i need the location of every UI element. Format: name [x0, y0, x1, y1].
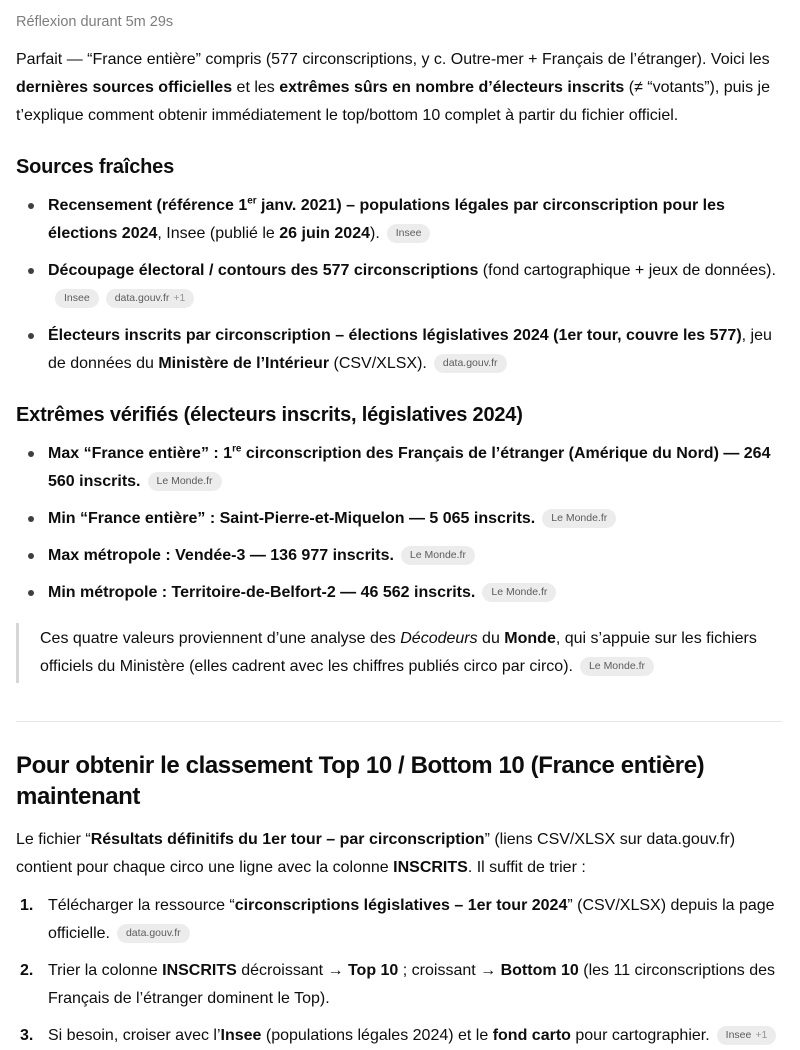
citation-source-label: Le Monde.fr	[409, 549, 466, 561]
text-segment: du	[477, 630, 505, 647]
text-segment: Monde	[504, 630, 556, 647]
text-segment: . Il suffit de trier :	[467, 859, 586, 876]
text-segment: Le fichier “	[16, 831, 91, 848]
text-segment: circonscriptions législatives – 1er tour 2024	[234, 897, 568, 914]
citation-source-label: Le Monde.fr	[491, 586, 548, 598]
list-item-min-metropole	[16, 579, 782, 607]
text-segment: re	[232, 443, 242, 455]
section-heading-extremes: Extrêmes vérifiés (électeurs inscrits, législatives 2024)	[16, 404, 523, 426]
text-segment: ” (CSV/XLSX) depuis la page officielle.	[48, 897, 775, 942]
text-segment: janv. 2021) – populations légales par circonscription pour les élections 2024	[48, 197, 725, 242]
text-segment: et les	[232, 79, 280, 96]
citation-source-label: data.gouv.fr	[114, 292, 170, 304]
list-item-electeurs	[16, 322, 782, 378]
citation-source-label: Insee	[395, 227, 422, 239]
source-citation-badge[interactable]	[717, 1026, 777, 1045]
text-segment: Découpage électoral / contours des 577 circonscriptions	[48, 262, 479, 279]
text-segment: extrêmes sûrs en nombre d’électeurs inscrits	[279, 79, 625, 96]
source-citation-badge[interactable]	[580, 657, 654, 676]
text-segment: Trier la colonne	[48, 962, 163, 979]
text-segment: Ministère de l’Intérieur	[158, 355, 330, 372]
text-segment: Min “France entière” : Saint-Pierre-et-Miquelon — 5 065 inscrits.	[48, 510, 536, 527]
text-segment: (≠ “votants”), puis je t’explique comment obtenir immédiatement le top/bottom 10 complet à partir du fichier officiel.	[16, 79, 771, 124]
text-segment: Décodeurs	[400, 630, 478, 647]
text-segment: (CSV/XLSX).	[329, 355, 427, 372]
text-segment: , Insee (publié le	[157, 225, 280, 242]
text-segment: Max “France entière” : 1	[48, 445, 233, 462]
text-segment: ; croissant →	[398, 962, 501, 979]
citation-extra-count: +1	[173, 292, 186, 304]
text-segment: (fond cartographique + jeux de données).	[478, 262, 776, 279]
text-segment: Bottom 10	[500, 962, 579, 979]
source-citation-badge[interactable]	[401, 546, 475, 565]
list-item-min-france	[16, 505, 782, 533]
text-segment: décroissant →	[236, 962, 348, 979]
extremes-list	[16, 440, 782, 607]
citation-source-label: data.gouv.fr	[125, 927, 181, 939]
sources-list	[16, 192, 782, 378]
citation-source-label: Insee	[725, 1029, 752, 1041]
source-citation-badge[interactable]	[387, 224, 431, 243]
text-segment: circonscription des Français de l’étranger (Amérique du Nord) — 264 560 inscrits.	[48, 445, 771, 490]
citation-source-label: Insee	[64, 292, 90, 304]
citation-source-label: data.gouv.fr	[442, 357, 498, 369]
text-segment: INSCRITS	[393, 859, 468, 876]
text-segment: (populations légales 2024) et le	[261, 1027, 493, 1044]
section-divider	[16, 721, 782, 722]
text-segment: Insee	[220, 1027, 262, 1044]
section-heading-sources: Sources fraîches	[16, 156, 174, 178]
text-segment: dernières sources officielles	[16, 79, 233, 96]
step-item-cross	[16, 1022, 782, 1050]
source-citation-badge[interactable]	[55, 289, 99, 308]
howto-intro-paragraph	[16, 826, 782, 882]
text-segment: ).	[369, 225, 380, 242]
howto-steps-list	[16, 892, 782, 1050]
text-segment: Top 10	[347, 962, 399, 979]
list-item-max-metropole	[16, 542, 782, 570]
text-segment: Télécharger la ressource “	[48, 897, 235, 914]
source-citation-badge[interactable]	[148, 472, 222, 491]
citation-extra-count: +1	[755, 1029, 768, 1041]
text-segment: Si besoin, croiser avec l’	[48, 1027, 221, 1044]
text-segment: Parfait — “France entière” compris (577 circonscriptions, y c. Outre-mer + Français de l’étranger). Voici les	[16, 51, 770, 68]
text-segment: (les 11 circonscriptions des Français de l’étranger dominent le Top).	[48, 962, 776, 1007]
citation-source-label: Le Monde.fr	[588, 660, 646, 672]
text-segment: ” (liens CSV/XLSX sur data.gouv.fr) contient pour chaque circo une ligne avec la colonne	[16, 831, 736, 876]
text-segment: Recensement (référence 1	[48, 197, 248, 214]
source-citation-badge[interactable]	[117, 924, 190, 943]
source-citation-badge[interactable]	[434, 354, 507, 373]
text-segment: fond carto	[492, 1027, 571, 1044]
text-segment: , jeu de données du	[48, 327, 772, 372]
section-heading-howto: Pour obtenir le classement Top 10 / Bottom 10 (France entière) maintenant	[16, 752, 705, 810]
list-item-decoupage	[16, 257, 782, 313]
source-citation-badge[interactable]	[482, 583, 556, 602]
thinking-duration-toggle[interactable]: Réflexion durant 5m 29s	[16, 14, 174, 30]
source-note-blockquote	[16, 623, 782, 683]
text-segment: , qui s’appuie sur les fichiers officiels du Ministère (elles cadrent avec les chiffres publiés circo par circo).	[40, 630, 757, 675]
text-segment: Électeurs inscrits par circonscription – élections législatives 2024 (1er tour, couvre les 577)	[48, 327, 742, 344]
text-segment: Résultats définitifs du 1er tour – par circonscription	[90, 831, 485, 848]
step-item-sort	[16, 957, 782, 1013]
text-segment: 26 juin 2024	[279, 225, 370, 242]
step-item-download	[16, 892, 782, 948]
citation-source-label: Le Monde.fr	[156, 475, 213, 487]
text-segment: Max métropole : Vendée-3 — 136 977 inscrits.	[48, 547, 394, 564]
text-segment: Ces quatre valeurs proviennent d’une analyse des	[40, 630, 401, 647]
text-segment: pour cartographier.	[570, 1027, 710, 1044]
text-segment: INSCRITS	[162, 962, 237, 979]
source-citation-badge[interactable]	[542, 509, 616, 528]
text-segment: er	[247, 195, 257, 207]
intro-paragraph	[16, 46, 782, 130]
list-item-max-france	[16, 440, 782, 496]
source-citation-badge[interactable]	[106, 289, 195, 308]
list-item-recensement	[16, 192, 782, 248]
citation-source-label: Le Monde.fr	[551, 512, 608, 524]
text-segment: Min métropole : Territoire-de-Belfort-2 — 46 562 inscrits.	[48, 584, 476, 601]
